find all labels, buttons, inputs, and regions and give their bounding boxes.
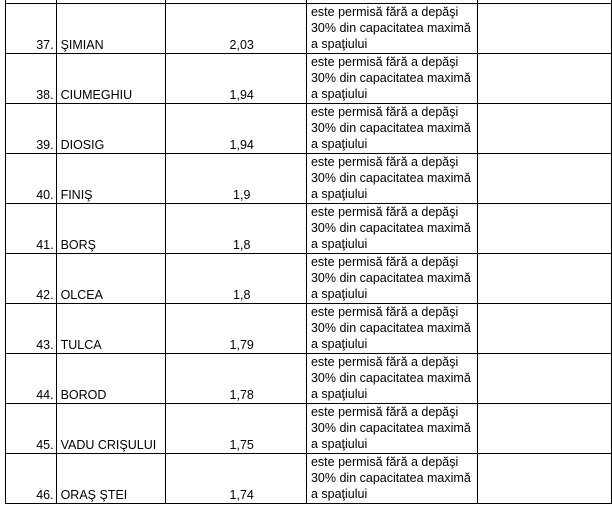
cell-nr: 37. — [6, 4, 57, 54]
table-row — [6, 154, 612, 204]
cell-empty — [477, 4, 611, 54]
cell-rata: 1,75 — [166, 404, 307, 454]
cell-nr: 46. — [6, 454, 57, 504]
cell-nr: 41. — [6, 204, 57, 254]
cell-rata: 1,8 — [166, 204, 307, 254]
cell-observatii — [306, 254, 477, 304]
observatii-line: 30% din capacitatea maximă — [310, 121, 471, 135]
cell-empty — [477, 304, 611, 354]
observatii-line: a spaţiului — [310, 87, 368, 101]
observatii-line: este permisă fără a depăşi — [310, 5, 459, 19]
observatii-line: 30% din capacitatea maximă — [310, 21, 471, 35]
cell-empty — [477, 354, 611, 404]
cell-localitate: VADU CRIŞULUI — [56, 404, 166, 454]
cell-nr: 43. — [6, 304, 57, 354]
observatii-line: 30% din capacitatea maximă — [310, 271, 471, 285]
table-row — [6, 354, 612, 404]
cell-rata: 1,8 — [166, 254, 307, 304]
table-row — [6, 404, 612, 454]
cell-nr: 40. — [6, 154, 57, 204]
cell-rata: 1,78 — [166, 354, 307, 404]
observatii-line: este permisă fără a depăşi — [310, 355, 459, 369]
observatii-line: a spaţiului — [310, 387, 368, 401]
cell-empty — [477, 54, 611, 104]
cell-observatii — [306, 4, 477, 54]
localities-table — [5, 0, 612, 504]
cell-localitate: OLCEA — [56, 254, 166, 304]
cell-nr: 45. — [6, 404, 57, 454]
cell-localitate: DIOSIG — [56, 104, 166, 154]
observatii-line: a spaţiului — [310, 487, 368, 501]
cell-empty — [477, 204, 611, 254]
observatii-line: a spaţiului — [310, 287, 368, 301]
cell-nr: 39. — [6, 104, 57, 154]
cell-localitate: FINIŞ — [56, 154, 166, 204]
table-row — [6, 204, 612, 254]
observatii-line: 30% din capacitatea maximă — [310, 321, 471, 335]
observatii-line: 30% din capacitatea maximă — [310, 371, 471, 385]
observatii-line: este permisă fără a depăşi — [310, 105, 459, 119]
cell-observatii — [306, 104, 477, 154]
observatii-line: 30% din capacitatea maximă — [310, 471, 471, 485]
cell-observatii — [306, 354, 477, 404]
observatii-line: a spaţiului — [310, 37, 368, 51]
cell-rata: 1,94 — [166, 54, 307, 104]
observatii-line: 30% din capacitatea maximă — [310, 421, 471, 435]
cell-rata: 1,94 — [166, 104, 307, 154]
table-row — [6, 254, 612, 304]
table-row — [6, 304, 612, 354]
cell-rata: 1,74 — [166, 454, 307, 504]
observatii-line: 30% din capacitatea maximă — [310, 221, 471, 235]
cell-nr: 44. — [6, 354, 57, 404]
cell-observatii — [306, 154, 477, 204]
observatii-line: este permisă fără a depăşi — [310, 455, 459, 469]
table-row — [6, 54, 612, 104]
cell-rata: 1,9 — [166, 154, 307, 204]
cell-empty — [477, 104, 611, 154]
cell-localitate: ORAŞ ŞTEI — [56, 454, 166, 504]
observatii-line: a spaţiului — [310, 437, 368, 451]
table-row — [6, 454, 612, 504]
observatii-line: a spaţiului — [310, 337, 368, 351]
observatii-line: este permisă fără a depăşi — [310, 55, 459, 69]
observatii-line: a spaţiului — [310, 137, 368, 151]
cell-observatii — [306, 304, 477, 354]
table-row — [6, 4, 612, 54]
cell-empty — [477, 404, 611, 454]
cell-localitate: TULCA — [56, 304, 166, 354]
cell-observatii — [306, 454, 477, 504]
observatii-line: este permisă fără a depăşi — [310, 305, 459, 319]
cell-observatii — [306, 54, 477, 104]
cell-nr: 42. — [6, 254, 57, 304]
cell-localitate: BOROD — [56, 354, 166, 404]
cell-localitate: ŞIMIAN — [56, 4, 166, 54]
observatii-line: este permisă fără a depăşi — [310, 155, 459, 169]
observatii-line: a spaţiului — [310, 187, 368, 201]
cell-empty — [477, 254, 611, 304]
table-row — [6, 104, 612, 154]
observatii-line: este permisă fără a depăşi — [310, 255, 459, 269]
cell-empty — [477, 154, 611, 204]
observatii-line: 30% din capacitatea maximă — [310, 71, 471, 85]
cell-nr: 38. — [6, 54, 57, 104]
cell-observatii — [306, 204, 477, 254]
observatii-line: este permisă fără a depăşi — [310, 405, 459, 419]
cell-rata: 2,03 — [166, 4, 307, 54]
observatii-line: 30% din capacitatea maximă — [310, 171, 471, 185]
cell-observatii — [306, 404, 477, 454]
cell-localitate: BORŞ — [56, 204, 166, 254]
observatii-line: este permisă fără a depăşi — [310, 205, 459, 219]
observatii-line: a spaţiului — [310, 237, 368, 251]
cell-rata: 1,79 — [166, 304, 307, 354]
cell-localitate: CIUMEGHIU — [56, 54, 166, 104]
cell-empty — [477, 454, 611, 504]
